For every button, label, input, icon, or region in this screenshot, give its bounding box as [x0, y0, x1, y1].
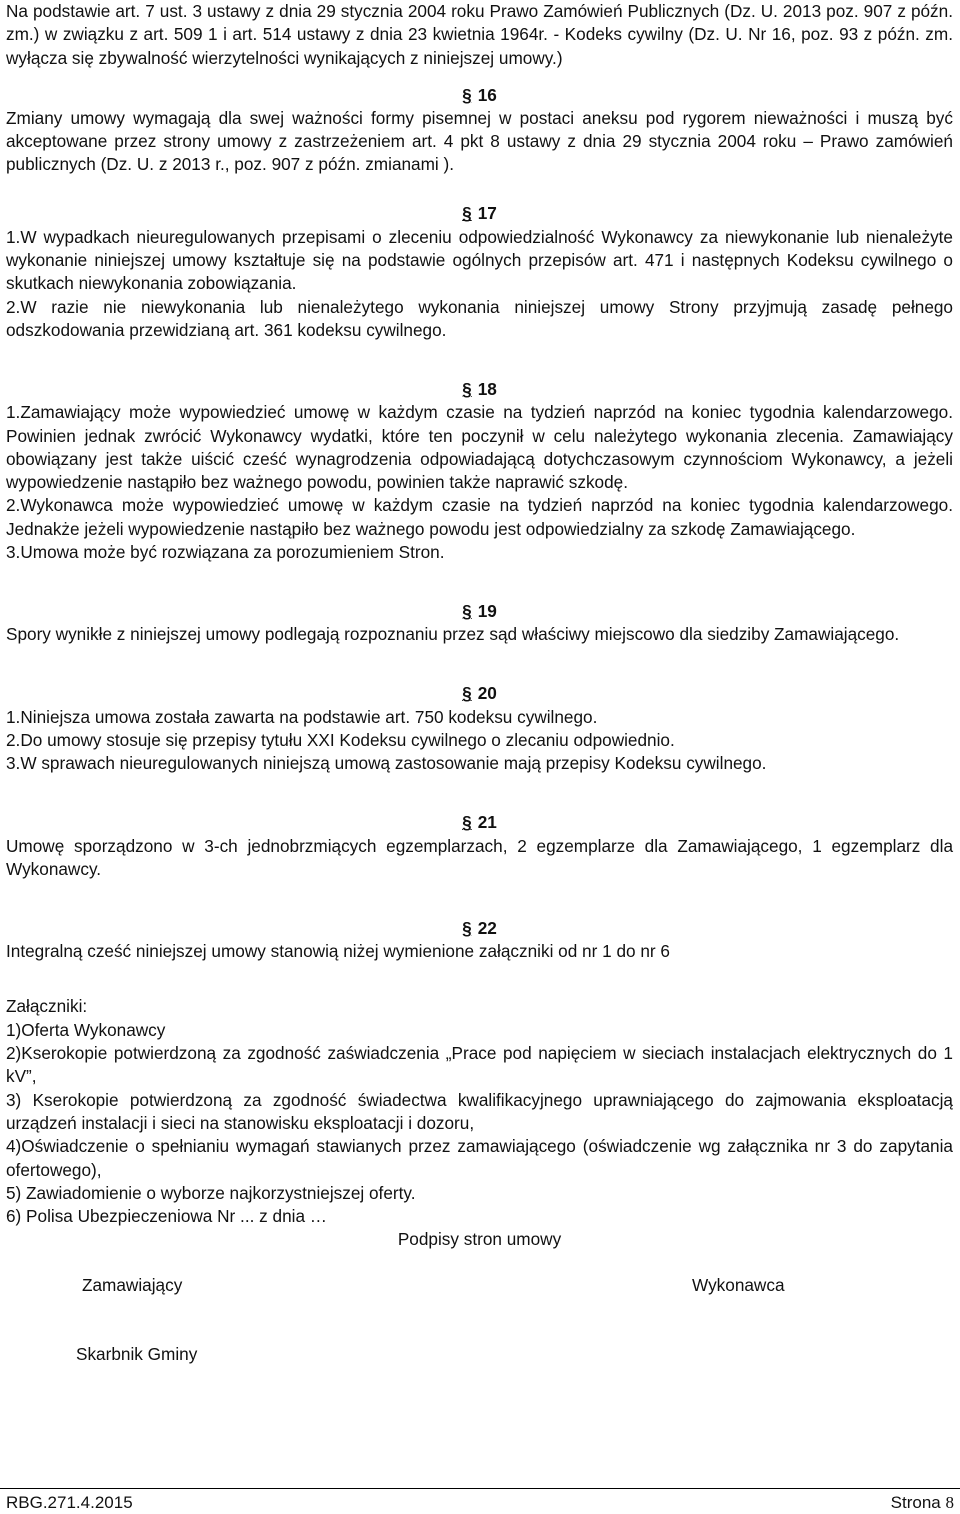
- signature-treasurer: Skarbnik Gminy: [76, 1343, 198, 1364]
- section-20-point-1: 1.Niniejsza umowa została zawarta na podstawie art. 750 kodeksu cywilnego.: [6, 706, 598, 727]
- signature-contractor: Wykonawca: [692, 1274, 785, 1295]
- section-number: 19: [477, 601, 497, 622]
- section-number: 17: [477, 203, 497, 224]
- paragraph-symbol: §: [462, 203, 472, 224]
- section-number: 22: [477, 917, 497, 938]
- attachment-item: 1)Oferta Wykonawcy: [6, 1019, 166, 1040]
- section-19-text: Spory wynikłe z niniejszej umowy podlegają rozpoznaniu przez sąd właściwy miejscowo dla siedziby Zamawiającego.: [6, 624, 900, 645]
- page-number: 8: [945, 1493, 954, 1512]
- section-16-text: Zmiany umowy wymagają dla swej ważności formy pisemnej w postaci aneksu pod rygorem nieważności i muszą być akceptowane przez strony umowy z zastrzeżeniem art. 4 pkt 8 ustawy z dnia 29 stycznia 2004 roku – Prawo zamówień publicznych (Dz. U. z 2013 r., poz. 907 z późn. zmianami ).: [6, 107, 953, 175]
- section-heading-17: [6, 199, 953, 226]
- section-heading-18: [6, 374, 953, 401]
- section-number: 20: [477, 683, 497, 704]
- footer-reference: RBG.271.4.2015: [6, 1493, 133, 1512]
- section-20-point-3: 3.W sprawach nieuregulowanych niniejszą umową zastosowanie mają przepisy Kodeksu cywilnego.: [6, 753, 767, 774]
- signature-ordering-party: Zamawiający: [82, 1274, 183, 1295]
- attachments-heading: Załączniki:: [6, 996, 88, 1017]
- section-heading-16: [6, 80, 953, 107]
- section-number: 21: [477, 812, 497, 833]
- attachment-item: 3) Kserokopie potwierdzoną za zgodność świadectwa kwalifikacyjnego uprawniającego do zajmowania eksploatacją urządzeń instalacji i sieci na stanowisku eksploatacji i dozoru,: [6, 1089, 953, 1133]
- attachment-item: 5) Zawiadomienie o wyborze najkorzystniejszej oferty.: [6, 1182, 416, 1203]
- signatures-heading: Podpisy stron umowy: [397, 1229, 562, 1250]
- section-heading-22: [6, 913, 953, 940]
- paragraph-symbol: §: [462, 601, 472, 622]
- paragraph-symbol: §: [462, 917, 472, 938]
- signature-treasurer-row: [6, 1343, 953, 1367]
- paragraph-symbol: §: [462, 378, 472, 399]
- attachment-item: 4)Oświadczenie o spełnianiu wymagań stawianych przez zamawiającego (oświadczenie wg załącznika nr 3 do zapytania ofertowego),: [6, 1136, 953, 1180]
- page-label: Strona: [890, 1493, 941, 1512]
- attachment-item: 6) Polisa Ubezpieczeniowa Nr ... z dnia …: [6, 1206, 327, 1227]
- footer-page-number: [891, 1491, 954, 1514]
- section-heading-19: [6, 596, 953, 623]
- paragraph-symbol: §: [462, 683, 472, 704]
- section-heading-20: [6, 679, 953, 706]
- section-20-point-2: 2.Do umowy stosuje się przepisy tytułu XXI Kodeksu cywilnego o zlecaniu odpowiednio.: [6, 729, 675, 750]
- intro-paragraph: Na podstawie art. 7 ust. 3 ustawy z dnia 29 stycznia 2004 roku Prawo Zamówień Publicznych (Dz. U. 2013 poz. 907 z późn. zm.) w związku z art. 509 1 i art. 514 ustawy z dnia 23 kwietnia 1964r. - Kodeks cywilny (Dz. U. Nr 16, poz. 93 z późn. zm. wyłącza się zbywalność wierzytelności wynikających z niniejszej umowy.): [6, 1, 953, 68]
- section-21-text: Umowę sporządzono w 3-ch jednobrzmiących egzemplarzach, 2 egzemplarze dla Zamawiającego, 1 egzemplarz dla Wykonawcy.: [6, 835, 953, 879]
- section-17-point-2: 2.W razie nie niewykonania lub nienależytego wykonania niniejszej umowy Strony przyjmują zasadę pełnego odszkodowania przewidzianą art. 361 kodeksu cywilnego.: [6, 296, 953, 340]
- attachment-item: 2)Kserokopie potwierdzoną za zgodność zaświadczenia „Prace pod napięciem w sieciach instalacjach elektrycznych do 1 kV”,: [6, 1043, 953, 1087]
- section-17-point-1: 1.W wypadkach nieuregulowanych przepisami o zleceniu odpowiedzialność Wykonawcy za niewykonanie lub nienależyte wykonanie niniejszej umowy kształtuje się na podstawie ogólnych przepisów art. 471 i następnych Kodeksu cywilnego o skutkach niewykonania zobowiązania.: [6, 226, 953, 294]
- section-22-text: Integralną cześć niniejszej umowy stanowią niżej wymienione załączniki od nr 1 do nr 6: [6, 941, 670, 962]
- section-number: 18: [477, 378, 497, 399]
- paragraph-symbol: §: [462, 84, 472, 105]
- section-number: 16: [477, 84, 497, 105]
- section-heading-21: [6, 808, 953, 835]
- section-18-point-1: 1.Zamawiający może wypowiedzieć umowę w każdym czasie na tydzień naprzód na koniec tygodnia kalendarzowego. Powinien jednak zwrócić Wykonawcy wydatki, które ten poczynił w celu należytego wykonania zlecenia. Zamawiający obowiązany jest także uiścić cześć wynagrodzenia odpowiadającą dotychczasowym czynnościom Wykonawcy, a jeżeli wypowiedzenie nastąpiło bez ważnego powodu, powinien także naprawić szkodę.: [6, 402, 953, 493]
- section-18-point-2: 2.Wykonawca może wypowiedzieć umowę w każdym czasie na tydzień naprzód na koniec tygodnia kalendarzowego. Jednakże jeżeli wypowiedzenie nastąpiło bez ważnego powodu jest odpowiedzialny za szkodę Zamawiającego.: [6, 495, 953, 539]
- signature-row: [6, 1274, 953, 1298]
- section-18-point-3: 3.Umowa może być rozwiązana za porozumieniem Stron.: [6, 542, 445, 563]
- footer-divider: [0, 1488, 960, 1489]
- paragraph-symbol: §: [462, 812, 472, 833]
- document-body: [6, 0, 953, 1367]
